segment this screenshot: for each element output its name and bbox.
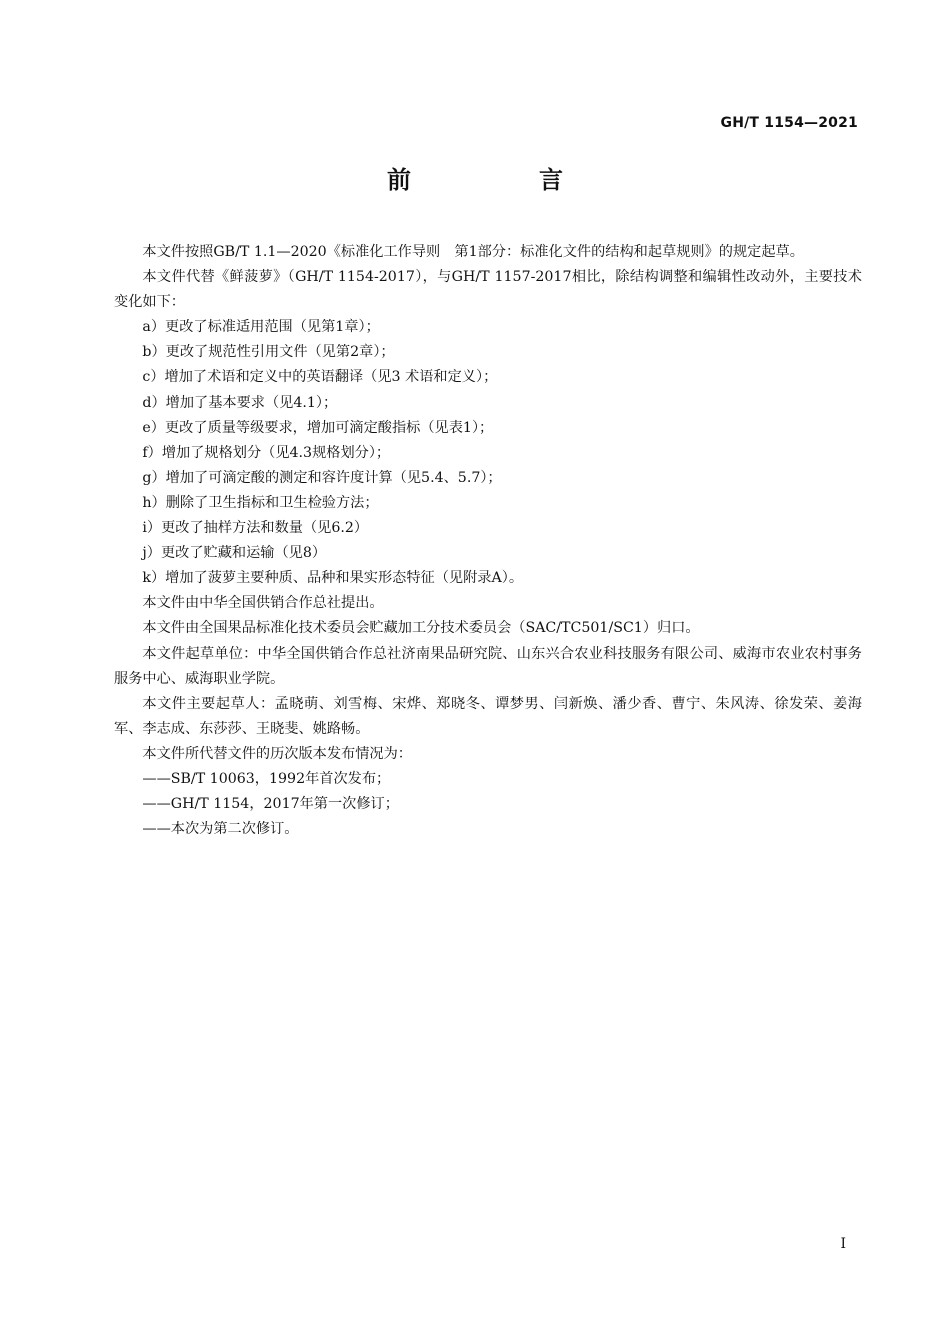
standard-code: GH/T 1154—2021 [720,115,858,131]
history-item: ——GH/T 1154，2017年第一次修订； [142,796,399,813]
paragraph: 本文件起草单位：中华全国供销合作总社济南果品研究院、山东兴合农业科技服务有限公司、威海市农业农村事务服务中心、威海职业学院。 [114,645,862,687]
list-item: f）增加了规格划分（见4.3规格划分）； [142,444,391,461]
paragraph: 本文件主要起草人：孟晓萌、刘雪梅、宋烨、郑晓冬、谭梦男、闫新焕、潘少香、曹宁、朱风涛、徐发荣、姜海军、李志成、东莎莎、王晓斐、姚路畅。 [114,695,862,737]
list-item: g）增加了可滴定酸的测定和容许度计算（见5.4、5.7）； [142,469,502,486]
list-item: e）更改了质量等级要求，增加可滴定酸指标（见表1）； [142,419,494,436]
list-item: i）更改了抽样方法和数量（见6.2） [142,520,369,537]
paragraph: 本文件由中华全国供销合作总社提出。 [142,595,384,612]
list-item: a）更改了标准适用范围（见第1章）； [142,319,380,336]
paragraph: 本文件所代替文件的历次版本发布情况为： [142,745,412,762]
list-item: b）更改了规范性引用文件（见第2章）； [142,344,395,361]
list-item: d）增加了基本要求（见4.1）； [142,394,338,411]
page-number: I [840,1236,846,1252]
list-item: h）删除了卫生指标和卫生检验方法； [142,494,379,511]
paragraph: 本文件由全国果品标准化技术委员会贮藏加工分技术委员会（SAC/TC501/SC1）归口。 [142,620,700,637]
list-item: j）更改了贮藏和运输（见8） [142,545,327,562]
preface-body [114,240,862,842]
page-title: 前 言 [387,166,615,194]
history-item: ——本次为第二次修订。 [142,821,299,838]
paragraph: 本文件按照GB/T 1.1—2020《标准化工作导则 第1部分：标准化文件的结构和起草规则》的规定起草。 [142,244,804,260]
history-item: ——SB/T 10063，1992年首次发布； [142,770,391,787]
list-item: k）增加了菠萝主要种质、品种和果实形态特征（见附录A）。 [142,570,524,587]
paragraph: 本文件代替《鲜菠萝》（GH/T 1154-2017），与GH/T 1157-2017相比，除结构调整和编辑性改动外，主要技术变化如下： [114,269,862,311]
list-item: c）增加了术语和定义中的英语翻译（见3 术语和定义）； [142,369,498,386]
